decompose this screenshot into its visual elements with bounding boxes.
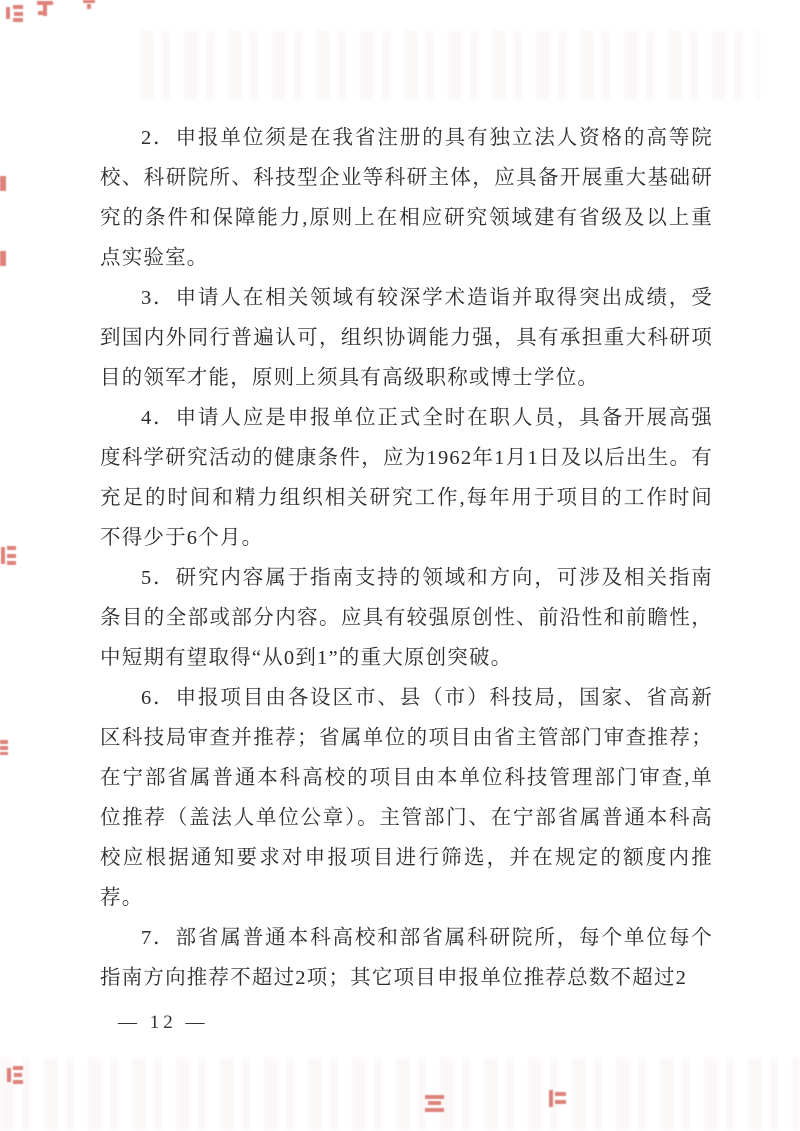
paragraph-item-7: 7．部省属普通本科高校和部省属科研院所，每个单位每个指南方向推荐不超过2项；其它项目申报单位推荐总数不超过2 xyxy=(100,927,713,989)
red-ink-artifact xyxy=(1,546,16,565)
paragraph-item-3: 3．申请人在相关领域有较深学术造诣并取得突出成绩，受到国内外同行普遍认可，组织协调能力强，具有承担重大科研项目的领军才能，原则上须具有高级职称或博士学位。 xyxy=(100,287,713,389)
red-ink-artifact xyxy=(425,1095,444,1112)
red-ink-artifact xyxy=(549,1090,566,1107)
paragraph-item-2: 2．申报单位须是在我省注册的具有独立法人资格的高等院校、科研院所、科技型企业等科研主体，应具备开展重大基础研究的条件和保障能力,原则上在相应研究领域建有省级及以上重点实验室。 xyxy=(100,127,713,269)
paragraph-item-6: 6．申报项目由各设区市、县（市）科技局，国家、省高新区科技局审查并推荐；省属单位的项目由省主管部门审查推荐；在宁部省属普通本科高校的项目由本单位科技管理部门审查,单位推荐（盖法人单位公章）。主管部门、在宁部省属普通本科高校应根据通知要求对申报项目进行筛选，并在规定的额度内推荐。 xyxy=(100,687,713,909)
red-ink-artifact xyxy=(37,1,53,16)
red-ink-artifact xyxy=(0,740,9,755)
document-body xyxy=(100,118,713,998)
red-ink-artifact xyxy=(0,176,7,191)
red-ink-artifact xyxy=(0,251,7,266)
red-ink-artifact xyxy=(6,5,24,23)
paragraph-item-5: 5．研究内容属于指南支持的领域和方向，可涉及相关指南条目的全部或部分内容。应具有较强原创性、前沿性和前瞻性，中短期有望取得“从0到1”的重大原创突破。 xyxy=(100,567,713,669)
red-ink-artifact xyxy=(83,0,95,9)
paragraph-item-4: 4．申请人应是申报单位正式全时在职人员，具备开展高强度科学研究活动的健康条件，应为1962年1月1日及以后出生。有充足的时间和精力组织相关研究工作,每年用于项目的工作时间不得少于6个月。 xyxy=(100,407,713,549)
page-number: — 12 — xyxy=(118,1012,209,1033)
red-ink-artifact xyxy=(7,1066,23,1084)
scan-bleed-bottom xyxy=(0,1058,800,1131)
scan-bleed-top xyxy=(140,30,760,100)
